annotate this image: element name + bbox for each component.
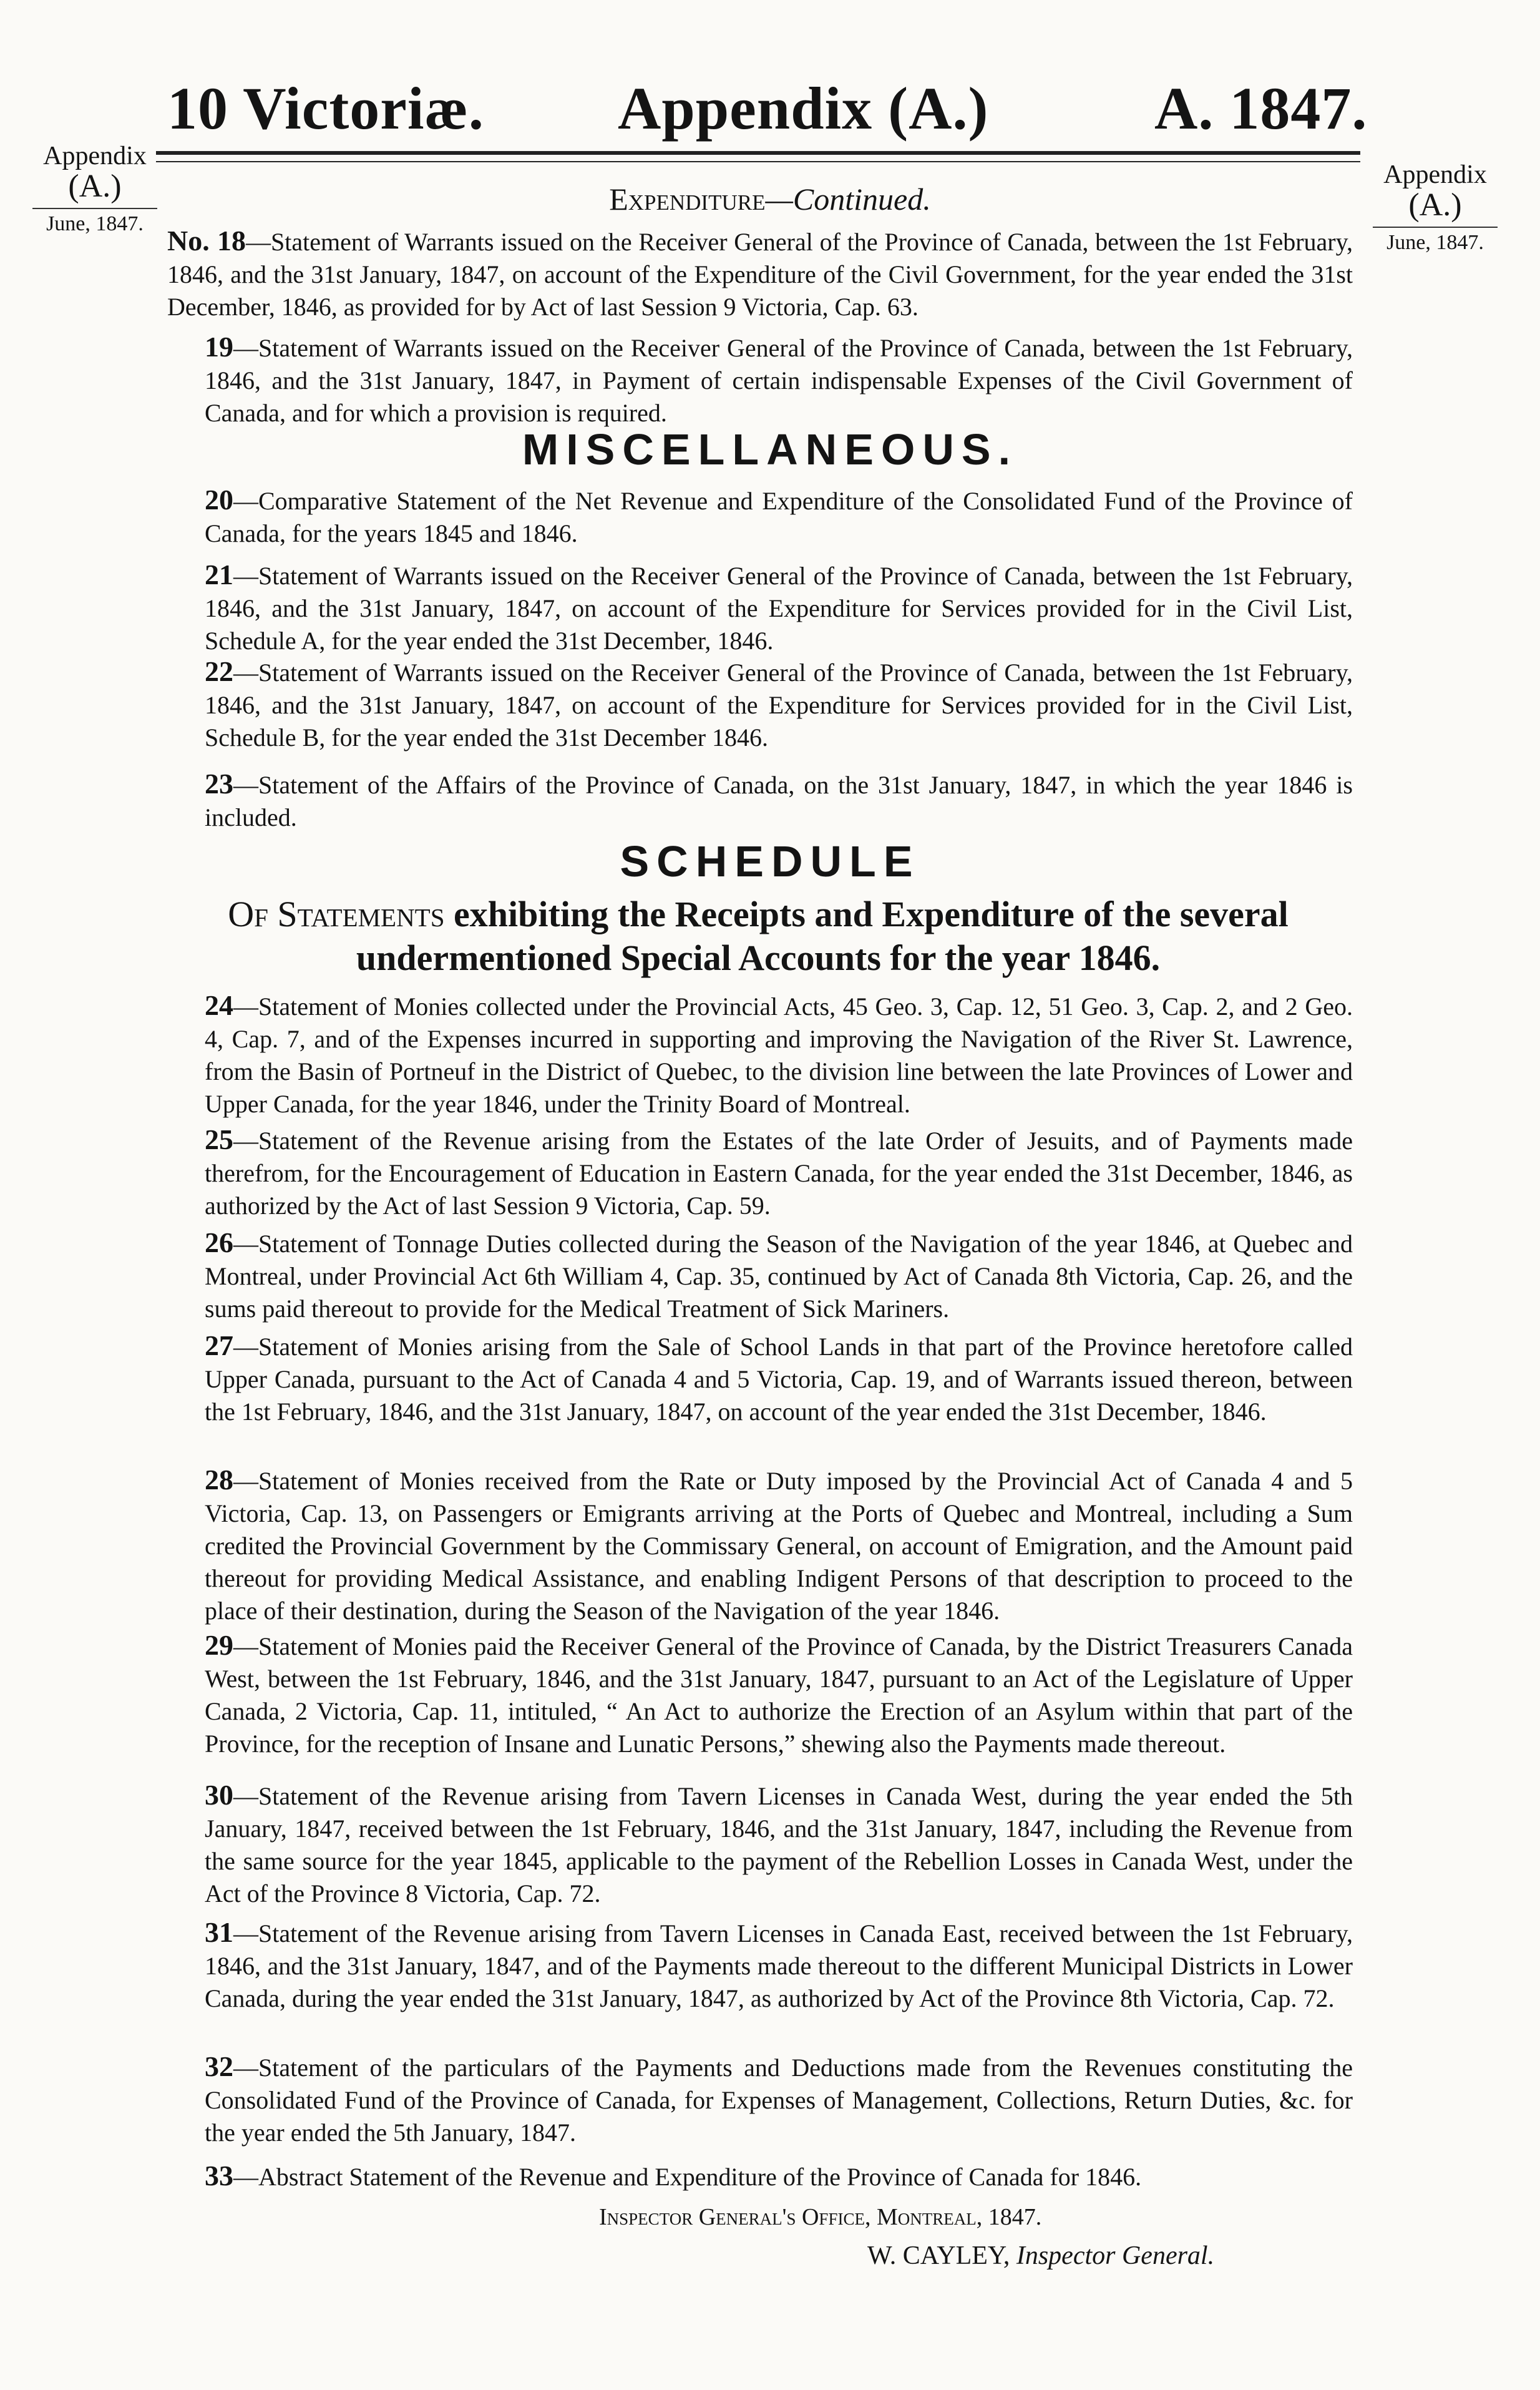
entry-21: 21—Statement of Warrants issued on the Receiver General of the Province of Canada, between the 1st February, 1846, and the 31st January, 1847, on account of the Expenditure for Services provided for in the Civil List, Schedule A, for the year ended the 31st December, 1846. [205,559,1353,655]
entry-29: 29—Statement of Monies paid the Receiver General of the Province of Canada, by the District Treasurers Canada West, between the 1st February, 1846, and the 31st January, 1847, pursuant to an Act of the Legislature of Upper Canada, 2 Victoria, Cap. 11, intituled, “ An Act to authorize the Erection of an Asylum within that part of the Province, for the reception of Insane and Lunatic Persons,” shewing also the Payments made thereout. [205,1629,1353,1758]
schedule-subheading: Of Statements exhibiting the Receipts and Expenditure of the several undermentioned Special Accounts for the year 1846. [228,894,1289,978]
footer-signature: W. CAYLEY, Inspector General. [867,2241,1215,2270]
entry-28: 28—Statement of Monies received from the Rate or Duty imposed by the Provincial Act of Canada 4 and 5 Victoria, Cap. 13, on Passengers or Emigrants arriving at the Ports of Quebec and Montreal, including a Sum credited the Provincial Government by the Commissary General, on account of Emigration, and the Amount paid thereout for providing Medical Assistance, and enabling Indigent Persons of that description to proceed to the place of their destination, during the Season of the Navigation of the year 1846. [205,1464,1353,1625]
entry-33: 33—Abstract Statement of the Revenue and Expenditure of the Province of Canada for 1846. [205,2160,1142,2192]
header-rule-thick [156,151,1360,155]
margin-note-right: Appendix (A.) June, 1847. [1373,161,1498,253]
entry-24: 24—Statement of Monies collected under the Provincial Acts, 45 Geo. 3, Cap. 12, 51 Geo. 3, Cap. 2, and 2 Geo. 4, Cap. 7, and of the Expenses incurred in supporting and improving the Navigation of the River St. Lawrence, from the Basin of Portneuf in the District of Quebec, to the division line between the late Provinces of Lower and Upper Canada, for the year 1846, under the Trinity Board of Montreal. [205,989,1353,1118]
entry-20: 20—Comparative Statement of the Net Revenue and Expenditure of the Consolidated Fund of the Province of Canada, for the years 1845 and 1846. [205,484,1353,547]
schedule-heading: SCHEDULE [620,837,920,886]
entry-18: No. 18—Statement of Warrants issued on the Receiver General of the Province of Canada, between the 1st February, 1846, and the 31st January, 1847, on account of the Expenditure of the Civil Government, for the year ended the 31st December, 1846, as provided for by Act of last Session 9 Victoria, Cap. 63. [167,225,1353,321]
miscellaneous-heading: MISCELLANEOUS. [522,425,1018,474]
entry-22: 22—Statement of Warrants issued on the Receiver General of the Province of Canada, between the 1st February, 1846, and the 31st January, 1847, on account of the Expenditure for Services provided for in the Civil List, Schedule B, for the year ended the 31st December 1846. [205,655,1353,752]
margin-note-left: Appendix (A.) June, 1847. [32,142,157,235]
header-left: 10 Victoriæ. [167,75,484,142]
entry-27: 27—Statement of Monies arising from the Sale of School Lands in that part of the Province heretofore called Upper Canada, pursuant to the Act of Canada 4 and 5 Victoria, Cap. 19, and of Warrants issued thereon, between the 1st February, 1846, and the 31st January, 1847, on account of the year ended the 31st December, 1846. [205,1330,1353,1426]
entry-30: 30—Statement of the Revenue arising from Tavern Licenses in Canada West, during the year ended the 5th January, 1847, received between the 1st February, 1846, and the 31st January, 1847, including the Revenue from the same source for the year 1845, applicable to the payment of the Rebellion Losses in Canada West, under the Act of the Province 8 Victoria, Cap. 72. [205,1779,1353,1908]
entry-31: 31—Statement of the Revenue arising from Tavern Licenses in Canada East, received between the 1st February, 1846, and the 31st January, 1847, and of the Payments made thereout to the different Municipal Districts in Lower Canada, during the year ended the 31st January, 1847, as authorized by Act of the Province 8th Victoria, Cap. 72. [205,1916,1353,2012]
footer-office: Inspector General's Office, Montreal, 1847. [599,2204,1042,2230]
entry-23: 23—Statement of the Affairs of the Province of Canada, on the 31st January, 1847, in which the year 1846 is included. [205,768,1353,831]
header-right: A. 1847. [1154,75,1368,142]
header-rule-thin [156,161,1360,162]
entry-26: 26—Statement of Tonnage Duties collected during the Season of the Navigation of the year 1846, at Quebec and Montreal, under Provincial Act 6th William 4, Cap. 35, continued by Act of Canada 8th Victoria, Cap. 26, and the sums paid thereout to provide for the Medical Treatment of Sick Mariners. [205,1227,1353,1323]
entry-32: 32—Statement of the particulars of the Payments and Deductions made from the Revenues constituting the Consolidated Fund of the Province of Canada, for Expenses of Management, Collections, Return Duties, &c. for the year ended the 5th January, 1847. [205,2050,1353,2147]
section-subheading: Expenditure—Continued. [609,182,931,217]
header-center: Appendix (A.) [618,75,989,142]
entry-25: 25—Statement of the Revenue arising from the Estates of the late Order of Jesuits, and of Payments made therefrom, for the Encouragement of Education in Eastern Canada, for the year ended the 31st December, 1846, as authorized by the Act of last Session 9 Victoria, Cap. 59. [205,1124,1353,1220]
entry-19: 19—Statement of Warrants issued on the Receiver General of the Province of Canada, between the 1st February, 1846, and the 31st January, 1847, in Payment of certain indispensable Expenses of the Civil Government of Canada, and for which a provision is required. [205,331,1353,427]
